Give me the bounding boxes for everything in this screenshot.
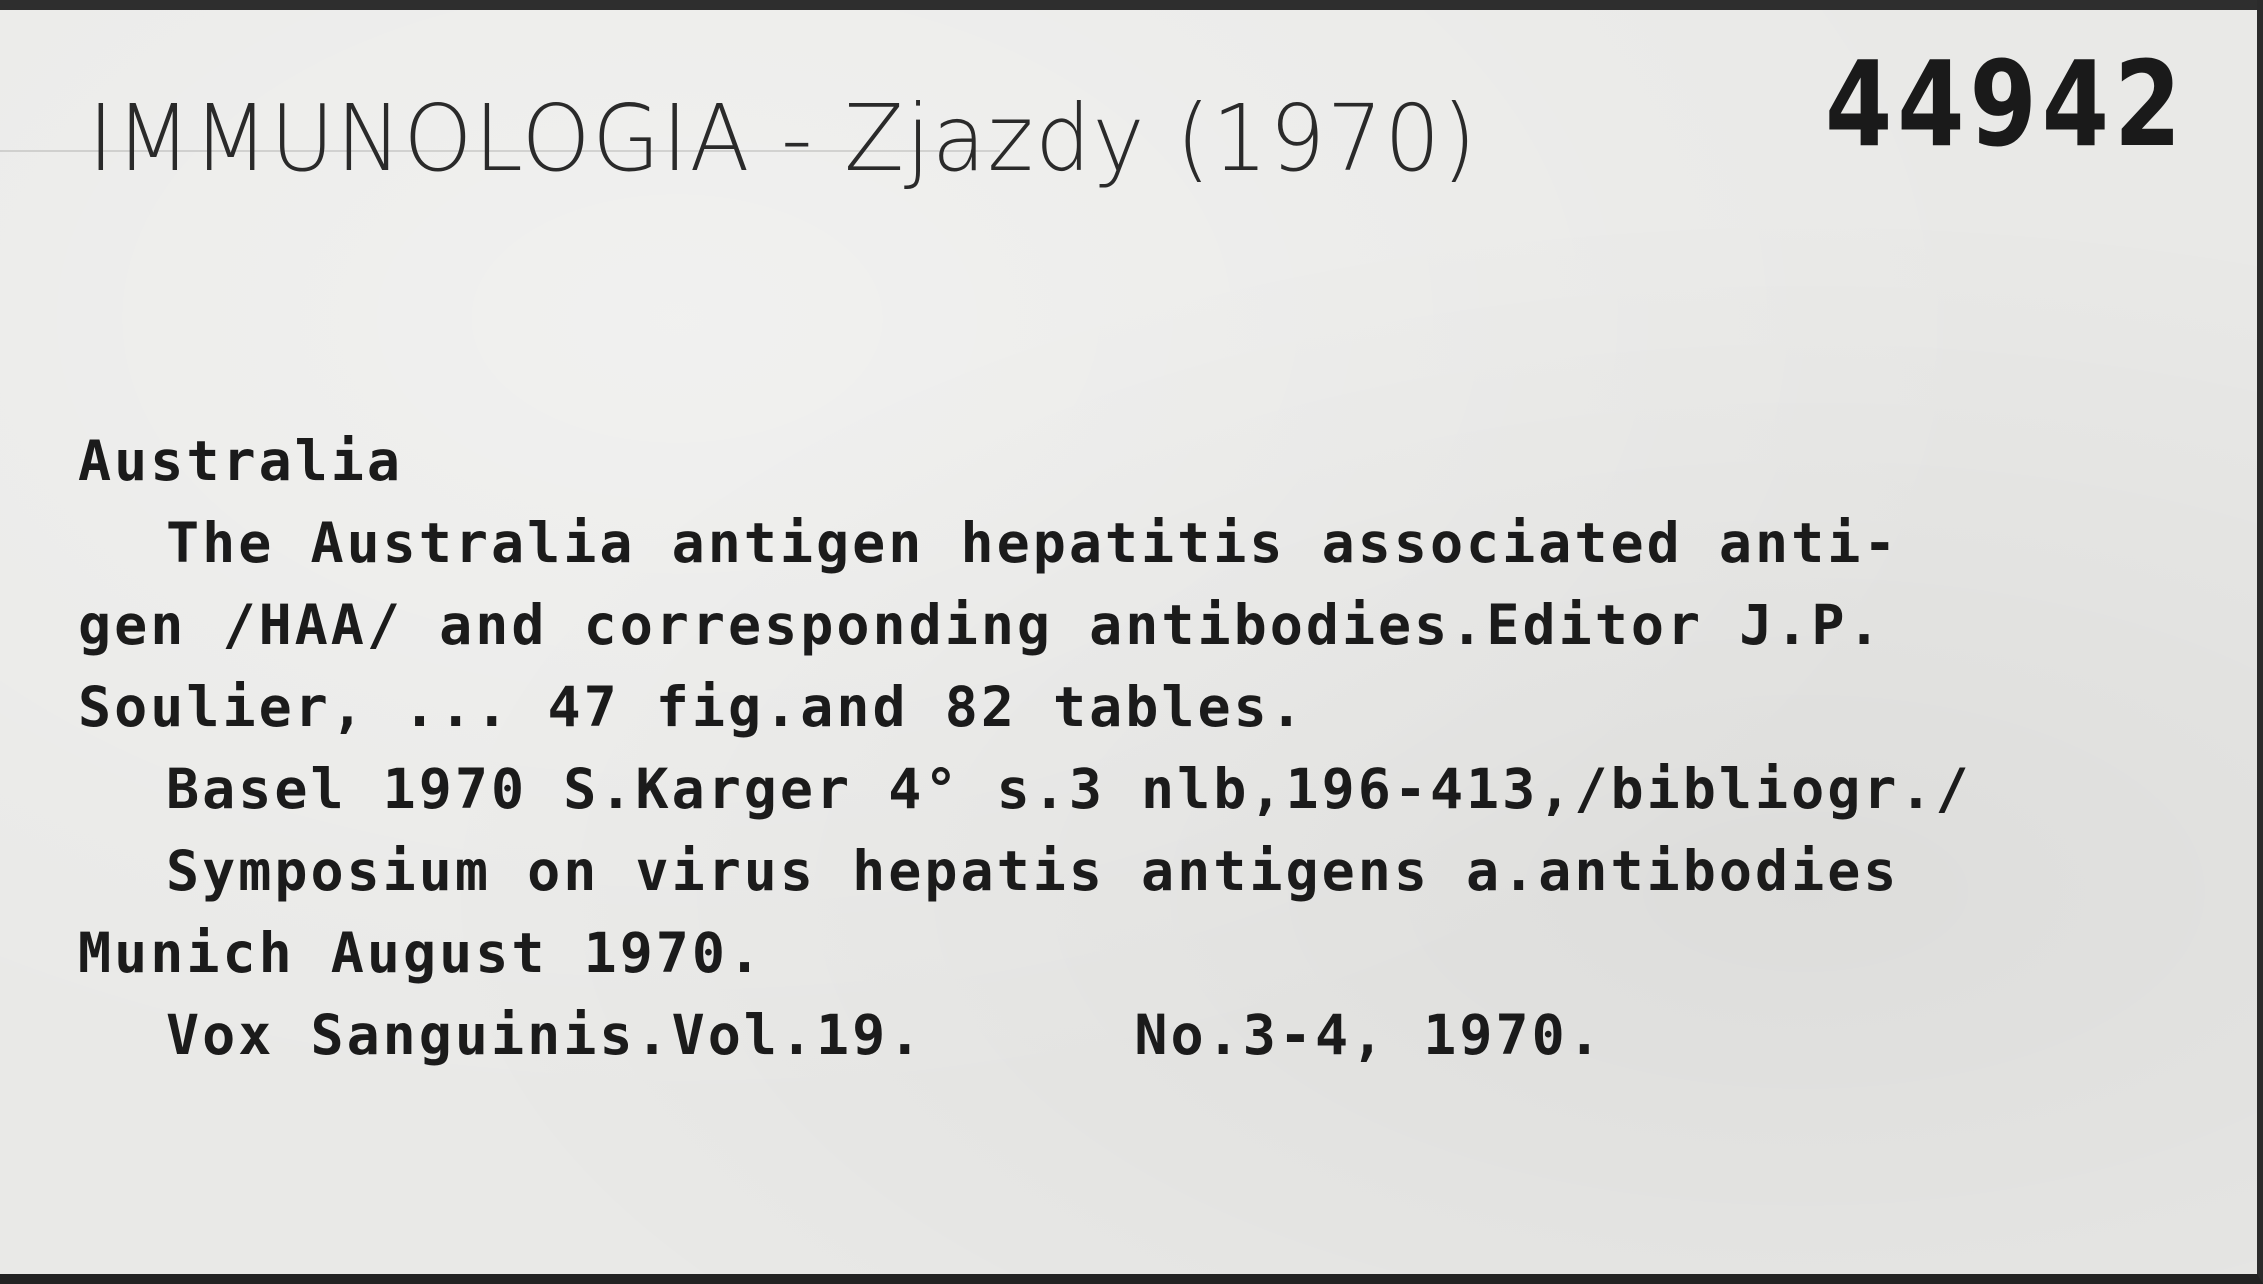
entry-note-line-2: Munich August 1970. bbox=[78, 921, 765, 985]
entry-imprint: Basel 1970 S.Karger 4° s.3 nlb,196-413,/bibliogr./ bbox=[166, 757, 1972, 821]
entry-series-issue: No.3-4, 1970. bbox=[1134, 1003, 1604, 1067]
entry-series-volume: Vox Sanguinis.Vol.19. bbox=[166, 1003, 925, 1067]
handwritten-subject-heading: IMMUNOLOGIA - Zjazdy (1970) bbox=[88, 85, 1478, 192]
entry-title-line-3: Soulier, ... 47 fig.and 82 tables. bbox=[78, 675, 1306, 739]
entry-subject: Australia bbox=[78, 429, 404, 493]
entry-title-line-1: The Australia antigen hepatitis associated anti- bbox=[166, 511, 1900, 575]
card-number: 44942 bbox=[1825, 35, 2187, 173]
entry-note-line-1: Symposium on virus hepatis antigens a.antibodies bbox=[166, 839, 1900, 903]
catalog-entry bbox=[78, 420, 2258, 1076]
entry-series-line bbox=[78, 994, 2258, 1076]
entry-title-line-2: gen /HAA/ and corresponding antibodies.Editor J.P. bbox=[78, 593, 1884, 657]
